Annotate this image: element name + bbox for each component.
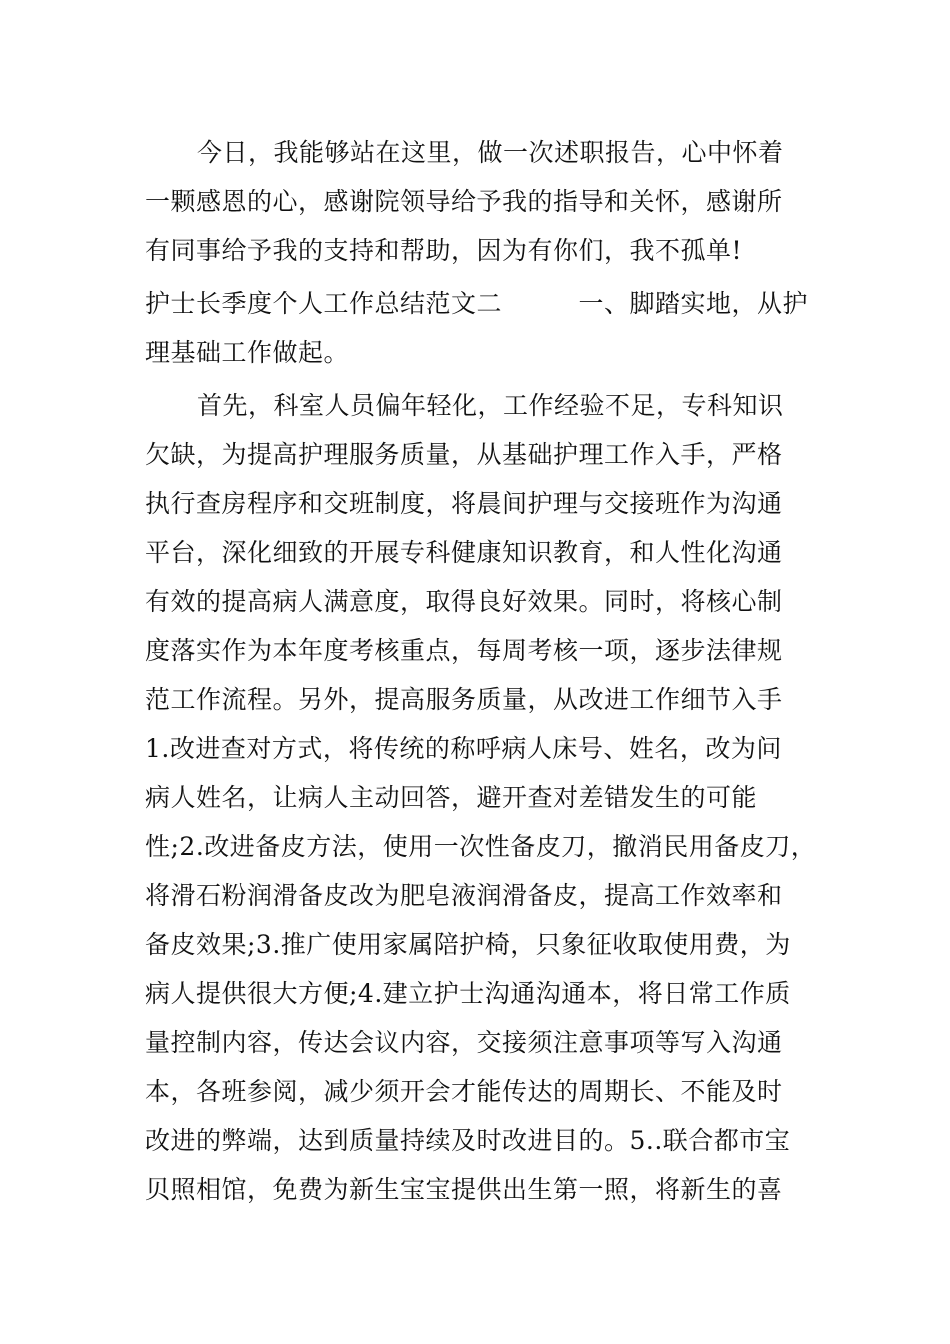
text-line-17: 备皮效果;3.推广使用家属陪护椅，只象征收取使用费，为 <box>145 930 791 959</box>
text-line-8: 执行查房程序和交班制度，将晨间护理与交接班作为沟通 <box>145 489 783 518</box>
text-line-22: 贝照相馆，免费为新生宝宝提供出生第一照，将新生的喜 <box>145 1175 783 1204</box>
text-line-21: 改进的弊端，达到质量持续及时改进目的。5..联合都市宝 <box>145 1126 791 1155</box>
text-line-13: 1.改进查对方式，将传统的称呼病人床号、姓名，改为问 <box>145 734 782 763</box>
text-line-20: 本，各班参阅，减少须开会才能传达的周期长、不能及时 <box>145 1077 783 1106</box>
text-line-9: 平台，深化细致的开展专科健康知识教育，和人性化沟通 <box>145 538 783 567</box>
text-line-1: 今日，我能够站在这里，做一次述职报告，心中怀着 <box>197 138 784 167</box>
text-line-2: 一颗感恩的心，感谢院领导给予我的指导和关怀，感谢所 <box>145 187 783 216</box>
document-body <box>145 128 817 1214</box>
text-line-15: 性;2.改进备皮方法，使用一次性备皮刀，撤消民用备皮刀， <box>145 832 817 861</box>
text-line-18: 病人提供很大方便;4.建立护士沟通沟通本，将日常工作质 <box>145 979 791 1008</box>
section-heading-line: 护士长季度个人工作总结范文二 一、脚踏实地，从护 <box>145 289 809 318</box>
text-line-7: 欠缺，为提高护理服务质量，从基础护理工作入手，严格 <box>145 440 783 469</box>
text-line-14: 病人姓名，让病人主动回答，避开查对差错发生的可能 <box>145 783 758 812</box>
text-line-6: 首先，科室人员偏年轻化，工作经验不足，专科知识 <box>197 391 784 420</box>
text-line-19: 量控制内容，传达会议内容，交接须注意事项等写入沟通 <box>145 1028 783 1057</box>
text-line-11: 度落实作为本年度考核重点，每周考核一项，逐步法律规 <box>145 636 783 665</box>
text-line-3: 有同事给予我的支持和帮助，因为有你们，我不孤单! <box>145 236 743 265</box>
text-line-12: 范工作流程。另外，提高服务质量，从改进工作细节入手 <box>145 685 783 714</box>
text-line-16: 将滑石粉润滑备皮改为肥皂液润滑备皮，提高工作效率和 <box>145 881 783 910</box>
text-line-10: 有效的提高病人满意度，取得良好效果。同时，将核心制 <box>145 587 783 616</box>
section-heading-line-continued: 理基础工作做起。 <box>145 338 350 367</box>
